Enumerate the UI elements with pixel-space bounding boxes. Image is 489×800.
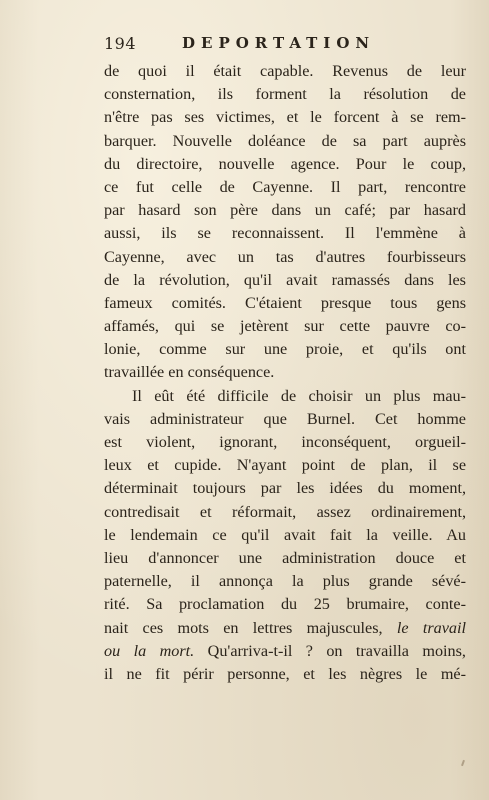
text-line: aussi, ils se reconnaissent. Il l'emmène à	[104, 224, 466, 243]
text-segment: nait ces mots en lettres majuscules,	[104, 618, 383, 637]
text-line: vais administrateur que Burnel. Cet homme	[104, 409, 466, 428]
text-line: affamés, qui se jetèrent sur cette pauvre co-	[104, 317, 466, 336]
text-line: Il eût été difficile de choisir un plus mau-	[132, 386, 466, 405]
text-line: de la révolution, qu'il avait ramassés dans les	[104, 270, 466, 289]
text-line: paternelle, il annonça la plus grande sévé-	[104, 572, 466, 591]
text-line: rité. Sa proclamation du 25 brumaire, conte-	[104, 595, 466, 614]
text-line: contredisait et réformait, assez ordinairement,	[104, 502, 466, 521]
text-line: Cayenne, avec un tas d'autres fourbisseurs	[104, 247, 466, 266]
text-line: leux et cupide. N'ayant point de plan, il se	[104, 456, 466, 475]
text-line: est violent, ignorant, inconséquent, orgueil-	[104, 433, 466, 451]
running-head	[104, 34, 464, 56]
text-line: déterminait toujours par les idées du moment,	[104, 479, 466, 498]
text-line: de quoi il était capable. Revenus de leur	[104, 62, 466, 80]
text-line: consternation, ils forment la résolution de	[104, 85, 466, 104]
text-line: travaillée en conséquence.	[104, 363, 275, 382]
text-line	[104, 617, 466, 640]
text-line	[104, 640, 466, 663]
text-line: le lendemain ce qu'il avait fait la veille. Au	[104, 525, 466, 544]
text-line: fameux comités. C'étaient presque tous gens	[104, 293, 466, 312]
italic-phrase: le travail	[396, 618, 466, 637]
paper-mark	[461, 760, 465, 766]
italic-phrase: ou la mort.	[104, 641, 195, 660]
text-line: ce fut celle de Cayenne. Il part, rencontre	[104, 177, 466, 196]
text-line: par hasard son père dans un café; par hasard	[104, 201, 466, 220]
text-line: n'être pas ses victimes, et le forcent à se rem-	[104, 108, 466, 127]
text-line: barquer. Nouvelle doléance de sa part auprès	[104, 131, 466, 150]
text-line: du directoire, nouvelle agence. Pour le coup,	[104, 154, 466, 173]
text-segment: Qu'arriva-t-il ? on travailla moins,	[194, 641, 466, 660]
body-text	[104, 60, 466, 686]
text-line: il ne fit périr personne, et les nègres le mé-	[104, 664, 466, 683]
text-line: lonie, comme sur une proie, et qu'ils ont	[104, 340, 466, 359]
running-title: DEPORTATION	[182, 34, 376, 52]
text-line: lieu d'annoncer une administration douce et	[104, 548, 466, 567]
page-number: 194	[104, 34, 137, 53]
